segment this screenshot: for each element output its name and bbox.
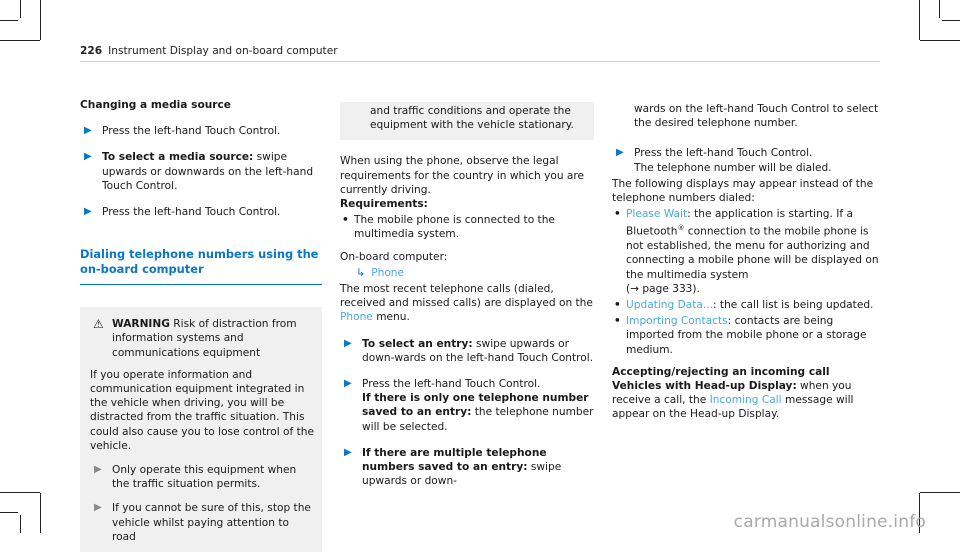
watermark: carmanualsonline.info bbox=[733, 511, 926, 532]
warning-continuation: and traffic conditions and operate the equipment with the vehicle stationary. bbox=[340, 102, 594, 140]
crop-mark bbox=[20, 0, 21, 18]
path-arrow-icon: ↳ bbox=[356, 265, 366, 279]
crop-mark bbox=[0, 20, 18, 21]
step-arrow-icon: ▶ bbox=[344, 446, 352, 458]
step: ▶ Press the left-hand Touch Control. bbox=[84, 206, 281, 219]
step: ▶ To select a media source: swipe upwards or downwards on the left-hand Touch Control. bbox=[84, 151, 314, 192]
warning-header: ⚠ WARNING Risk of distraction from information systems and communications equipment bbox=[93, 317, 297, 359]
warning-box bbox=[80, 307, 322, 552]
step: ▶ If there are multiple telephone numbers saved to an entry: swipe upwards or down- bbox=[344, 446, 562, 488]
step-continuation: wards on the left-hand Touch Control to select the desired telephone number. bbox=[634, 103, 879, 130]
step-arrow-icon: ▶ bbox=[84, 206, 92, 218]
section-heading-dialing: Dialing telephone numbers using the on-board computer bbox=[80, 247, 322, 285]
list-item: • Updating Data...: the call list is being updated. bbox=[614, 298, 874, 311]
crop-mark bbox=[0, 40, 40, 41]
step-arrow-icon: ▶ bbox=[344, 378, 352, 390]
step-arrow-icon: ▶ bbox=[94, 464, 102, 476]
column-left bbox=[80, 98, 322, 552]
crop-mark bbox=[0, 492, 40, 493]
crop-mark bbox=[920, 492, 960, 493]
column-middle bbox=[340, 102, 594, 500]
heading-accepting-call: Accepting/rejecting an incoming call bbox=[612, 365, 830, 378]
step-arrow-icon: ▶ bbox=[84, 151, 92, 163]
page-reference: (→ page 333). bbox=[626, 282, 700, 295]
step-arrow-icon: ▶ bbox=[84, 125, 92, 137]
page-number: 226 bbox=[80, 45, 103, 57]
crop-mark bbox=[0, 512, 18, 513]
step-arrow-icon: ▶ bbox=[616, 147, 624, 159]
step: ▶ Press the left-hand Touch Control. The telephone number will be dialed. bbox=[616, 147, 832, 174]
list-item: • Please Wait: the application is starting. If a Bluetooth® connection to the mobile phone is not established, the menu for authorizing and connecting a mobile phone will be displayed on the multimedia system (→ page 333). bbox=[614, 208, 879, 295]
column-right bbox=[612, 102, 880, 422]
menu-path: ↳ Phone bbox=[356, 265, 405, 279]
crop-mark bbox=[20, 515, 21, 533]
crop-mark bbox=[40, 493, 41, 533]
step-arrow-icon: ▶ bbox=[344, 337, 352, 349]
step: ▶ To select an entry: swipe upwards or down-wards on the left-hand Touch Control. bbox=[344, 337, 594, 364]
hud-text: Vehicles with Head-up Display: when you receive a call, the Incoming Call message will appear on the Head-up Display. bbox=[612, 379, 854, 421]
list-item: • Importing Contacts: contacts are being imported from the mobile phone or a storage medium. bbox=[614, 315, 867, 356]
crop-mark bbox=[942, 20, 960, 21]
list-item: • The mobile phone is connected to the multimedia system. bbox=[342, 214, 555, 241]
following-text: The following displays may appear instead of the telephone numbers dialed: bbox=[612, 177, 874, 205]
header-rule bbox=[80, 61, 880, 62]
crop-mark bbox=[920, 40, 960, 41]
warning-triangle-icon: ⚠ bbox=[93, 317, 104, 332]
warning-step: ▶ If you cannot be sure of this, stop the vehicle whilst paying attention to road bbox=[94, 502, 311, 543]
step-arrow-icon: ▶ bbox=[94, 502, 102, 514]
page-header bbox=[80, 44, 338, 58]
heading-changing-media-source: Changing a media source bbox=[80, 99, 231, 111]
warning-body: If you operate information and communication equipment integrated in the vehicle when driving, you will be distracted from the traffic situation. This could also cause you to lose control of the vehicle. bbox=[90, 368, 315, 452]
intro-text: When using the phone, observe the legal requirements for the country in which you are currently driving. bbox=[340, 155, 585, 196]
warning-step: ▶ Only operate this equipment when the traffic situation permits. bbox=[94, 464, 297, 491]
running-title: Instrument Display and on-board computer bbox=[108, 45, 338, 57]
crop-mark bbox=[919, 0, 920, 40]
crop-mark bbox=[939, 0, 940, 18]
recent-calls-text: The most recent telephone calls (dialed, received and missed calls) are displayed on the Phone menu. bbox=[340, 283, 593, 324]
step: ▶ Press the left-hand Touch Control. bbox=[84, 125, 281, 138]
crop-mark bbox=[40, 0, 41, 40]
requirements-label: Requirements: bbox=[340, 198, 428, 211]
step: ▶ Press the left-hand Touch Control. If there is only one telephone number saved to an entry: the telephone number will be selected. bbox=[344, 378, 594, 433]
obc-label: On-board computer: bbox=[340, 250, 448, 263]
